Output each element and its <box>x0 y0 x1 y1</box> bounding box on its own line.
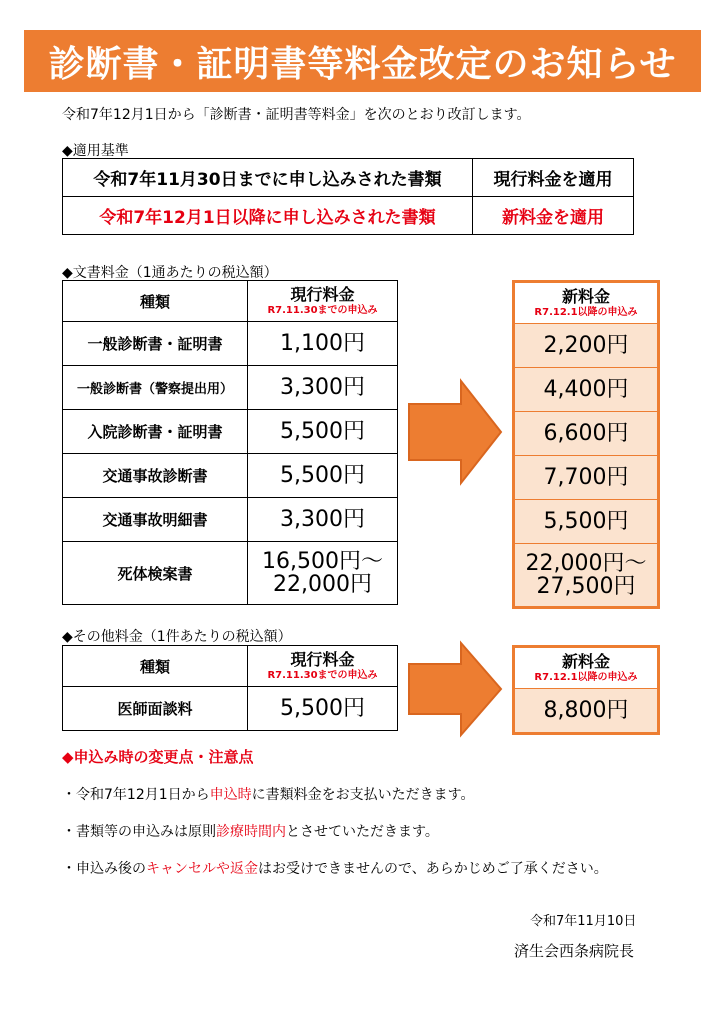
note-highlight: キャンセルや返金 <box>146 861 258 877</box>
intro-text: 令和7年12月1日から「診断書・証明書等料金」を次のとおり改訂します。 <box>62 107 531 123</box>
note-2 <box>62 821 439 841</box>
notes-heading: ◆申込み時の変更点・注意点 <box>62 748 254 766</box>
doc-current-price: 3,300円 <box>248 498 398 542</box>
note-highlight: 申込時 <box>209 787 252 803</box>
page-title-banner: 診断書・証明書等料金改定のお知らせ <box>24 30 701 92</box>
table-row <box>63 410 398 454</box>
signature: 済生会西条病院長 <box>514 942 635 960</box>
note-text: ・令和7年12月1日から <box>62 787 210 803</box>
other-name: 医師面談料 <box>63 687 248 731</box>
table-row <box>514 544 659 608</box>
doc-current-price <box>248 542 398 605</box>
note-text: とさせていただきます。 <box>286 824 439 840</box>
table-row <box>514 456 659 500</box>
price-line-1: 16,500円～ <box>262 548 383 574</box>
doc-current-price: 5,500円 <box>248 454 398 498</box>
table-header-row <box>514 282 659 324</box>
note-text: ・書類等の申込みは原則 <box>62 824 216 840</box>
table-header-row <box>63 646 398 687</box>
price-line-1: 22,000円～ <box>525 550 647 576</box>
col-new-header <box>514 647 659 689</box>
table-row <box>63 687 398 731</box>
other-new-price: 8,800円 <box>514 689 659 734</box>
col-type-header: 種類 <box>63 281 248 322</box>
other-fees-new-table <box>512 645 660 735</box>
doc-name: 死体検案書 <box>63 542 248 605</box>
note-text: に書類料金をお支払いただきます。 <box>251 787 475 803</box>
note-text: はお受けできませんので、あらかじめご了承ください。 <box>258 861 608 877</box>
table-row <box>63 454 398 498</box>
doc-current-price: 1,100円 <box>248 322 398 366</box>
standard-heading: ◆適用基準 <box>62 143 129 159</box>
other-current-price: 5,500円 <box>248 687 398 731</box>
col-current-header <box>248 646 398 687</box>
right-arrow-icon <box>405 640 505 738</box>
doc-name: 交通事故診断書 <box>63 454 248 498</box>
table-row <box>63 366 398 410</box>
doc-current-price: 5,500円 <box>248 410 398 454</box>
table-row <box>63 197 634 235</box>
table-row <box>514 412 659 456</box>
table-row <box>63 322 398 366</box>
doc-name: 一般診断書（警察提出用） <box>63 366 248 410</box>
note-text: ・申込み後の <box>62 861 146 877</box>
current-fee-sublabel: R7.11.30までの申込み <box>267 305 378 317</box>
table-row <box>63 498 398 542</box>
doc-fees-new-table <box>512 280 660 609</box>
doc-name: 一般診断書・証明書 <box>63 322 248 366</box>
doc-name: 交通事故明細書 <box>63 498 248 542</box>
table-row <box>514 324 659 368</box>
other-fees-heading: ◆その他料金（1件あたりの税込額） <box>62 629 292 645</box>
table-row <box>63 159 634 197</box>
col-new-header <box>514 282 659 324</box>
standard-rule-1: 現行料金を適用 <box>473 159 634 197</box>
new-fee-sublabel: R7.12.1以降の申込み <box>534 672 638 684</box>
col-type-header: 種類 <box>63 646 248 687</box>
table-row <box>514 500 659 544</box>
current-fee-label: 現行料金 <box>290 649 355 669</box>
table-row <box>514 689 659 734</box>
table-header-row <box>514 647 659 689</box>
table-header-row <box>63 281 398 322</box>
doc-new-price: 6,600円 <box>514 412 659 456</box>
doc-fees-heading: ◆文書料金（1通あたりの税込額） <box>62 265 278 281</box>
standard-rule-2: 新料金を適用 <box>473 197 634 235</box>
doc-new-price: 5,500円 <box>514 500 659 544</box>
right-arrow-icon <box>405 378 505 486</box>
doc-fees-current-table <box>62 280 398 605</box>
note-3 <box>62 858 608 878</box>
current-fee-sublabel: R7.11.30までの申込み <box>267 670 378 682</box>
new-fee-sublabel: R7.12.1以降の申込み <box>534 307 638 319</box>
standard-table <box>62 158 634 235</box>
issue-date: 令和7年11月10日 <box>530 914 637 929</box>
doc-new-price <box>514 544 659 608</box>
standard-condition-2: 令和7年12月1日以降に申し込みされた書類 <box>63 197 473 235</box>
note-1 <box>62 784 475 804</box>
other-fees-current-table <box>62 645 398 731</box>
col-current-header <box>248 281 398 322</box>
table-row <box>63 542 398 605</box>
doc-new-price: 7,700円 <box>514 456 659 500</box>
doc-new-price: 2,200円 <box>514 324 659 368</box>
doc-name: 入院診断書・証明書 <box>63 410 248 454</box>
price-line-2: 22,000円 <box>273 572 372 597</box>
doc-current-price: 3,300円 <box>248 366 398 410</box>
new-fee-label: 新料金 <box>561 651 610 671</box>
note-highlight: 診療時間内 <box>216 824 286 840</box>
current-fee-label: 現行料金 <box>290 284 355 304</box>
doc-new-price: 4,400円 <box>514 368 659 412</box>
standard-condition-1: 令和7年11月30日までに申し込みされた書類 <box>63 159 473 197</box>
table-row <box>514 368 659 412</box>
price-line-2: 27,500円 <box>536 574 636 599</box>
new-fee-label: 新料金 <box>561 286 610 306</box>
